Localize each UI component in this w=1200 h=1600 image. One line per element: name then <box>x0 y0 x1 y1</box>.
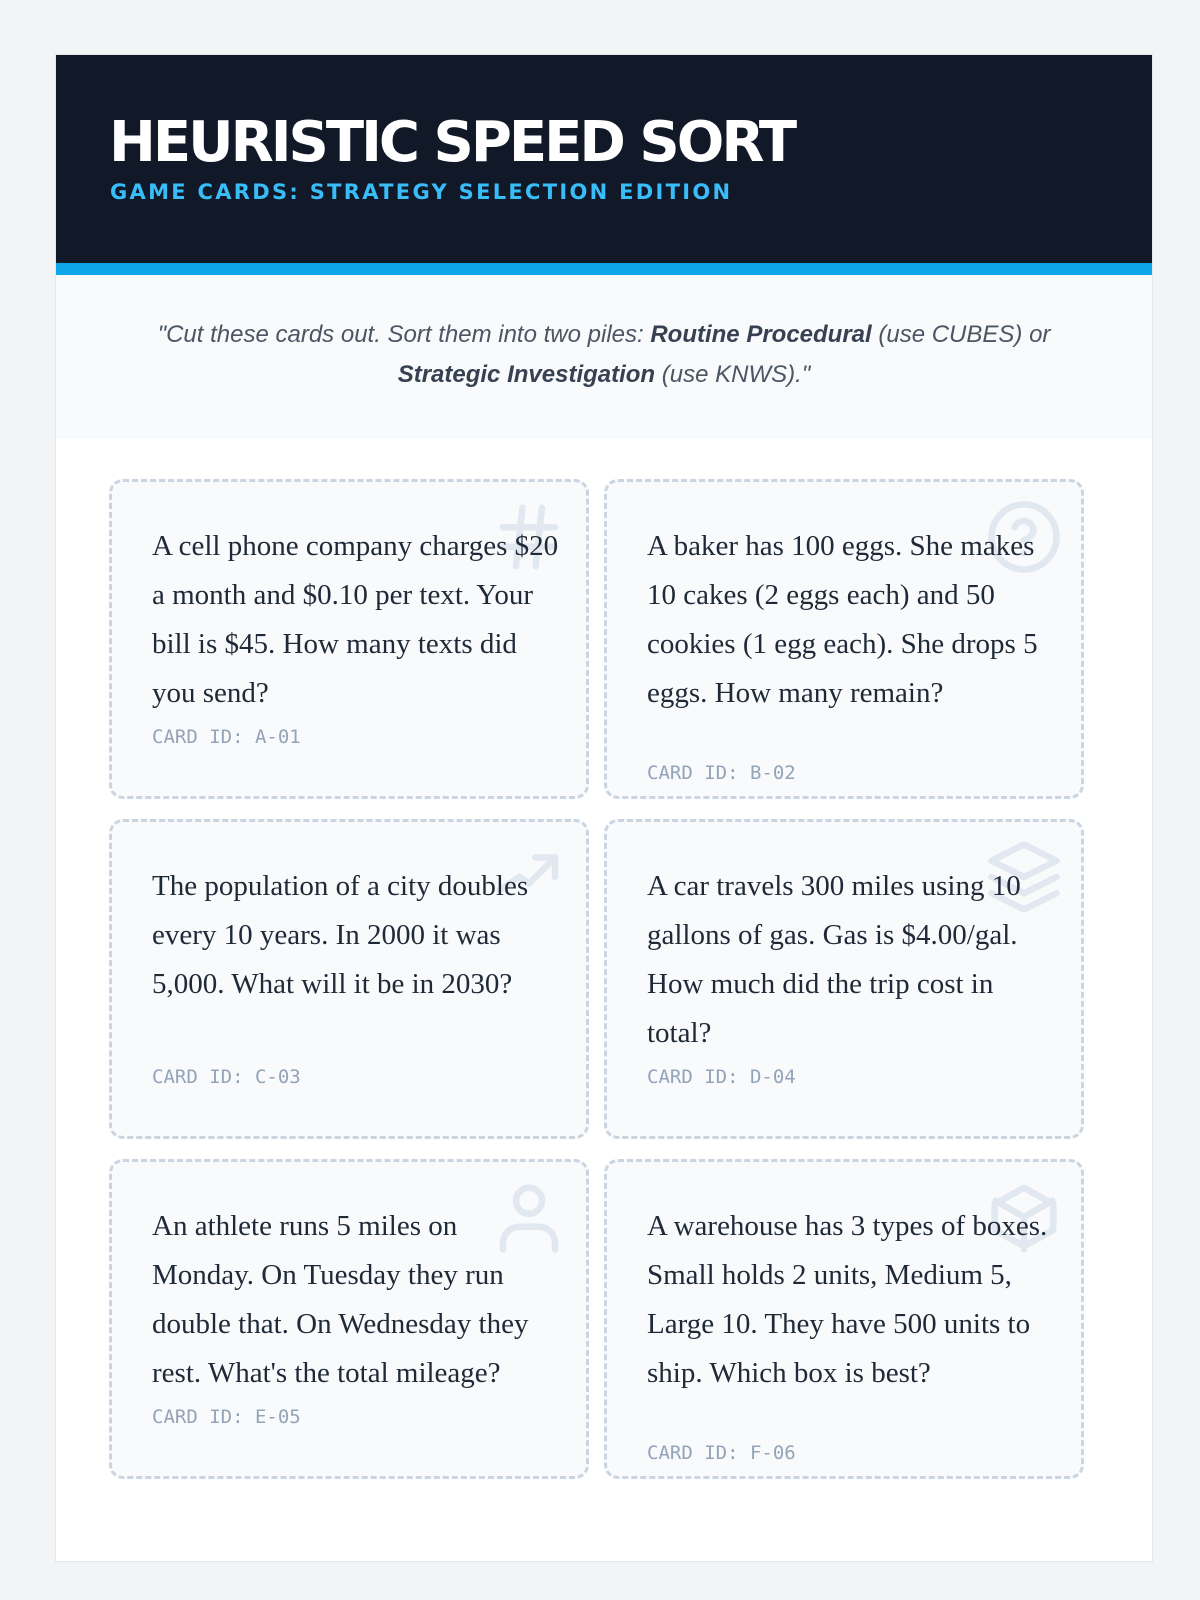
instructions-text-2: (use CUBES) or <box>871 321 1051 348</box>
card-problem-text: The population of a city doubles every 10 years. In 2000 it was 5,000. What will it be in 2030? <box>152 870 529 1000</box>
worksheet-page <box>55 54 1153 1562</box>
card-id: CARD ID: D-04 <box>647 1066 796 1088</box>
game-card-c03[interactable] <box>109 819 589 1139</box>
instructions-text-3: (use KNWS)." <box>655 361 811 388</box>
card-problem-text: A warehouse has 3 types of boxes. Small holds 2 units, Medium 5, Large 10. They have 500 units to ship. Which box is best? <box>647 1210 1048 1389</box>
card-id: CARD ID: B-02 <box>647 762 796 784</box>
card-problem-text: A car travels 300 miles using 10 gallons of gas. Gas is $4.00/gal. How much did the trip cost in total? <box>647 870 1021 1049</box>
instructions <box>56 275 1152 439</box>
pile-routine-procedural: Routine Procedural <box>650 321 872 348</box>
card-problem-text: A baker has 100 eggs. She makes 10 cakes (2 eggs each) and 50 cookies (1 egg each). She drops 5 eggs. How many remain? <box>647 530 1038 709</box>
card-problem-text: An athlete runs 5 miles on Monday. On Tuesday they run double that. On Wednesday they rest. What's the total mileage? <box>152 1210 529 1389</box>
card-id: CARD ID: F-06 <box>647 1442 796 1464</box>
card-id: CARD ID: E-05 <box>152 1406 301 1428</box>
game-card-b02[interactable] <box>604 479 1084 799</box>
card-id: CARD ID: A-01 <box>152 726 301 748</box>
header-banner <box>56 55 1152 275</box>
pile-strategic-investigation: Strategic Investigation <box>397 361 656 388</box>
instructions-text-1: "Cut these cards out. Sort them into two piles: <box>157 321 651 348</box>
page-title: HEURISTIC SPEED SORT <box>109 110 795 175</box>
page-subtitle: GAME CARDS: STRATEGY SELECTION EDITION <box>110 180 733 204</box>
game-card-f06[interactable] <box>604 1159 1084 1479</box>
game-card-e05[interactable] <box>109 1159 589 1479</box>
card-problem-text: A cell phone company charges $20 a month and $0.10 per text. Your bill is $45. How many texts did you send? <box>152 530 559 709</box>
game-card-a01[interactable] <box>109 479 589 799</box>
game-card-d04[interactable] <box>604 819 1084 1139</box>
card-id: CARD ID: C-03 <box>152 1066 301 1088</box>
